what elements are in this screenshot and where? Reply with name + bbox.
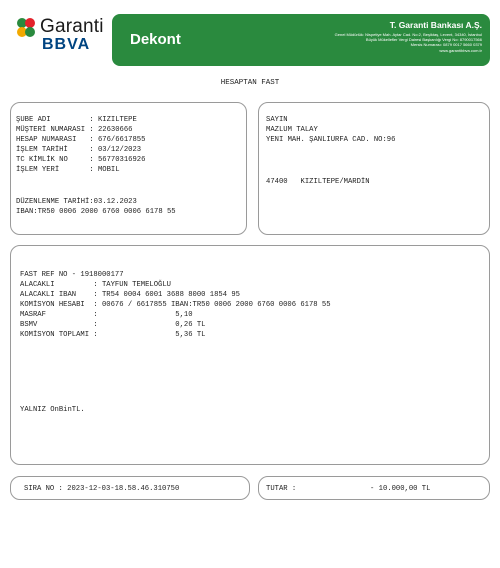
sequence-number: SIRA NO : 2023-12-03-18.58.46.310750: [24, 485, 180, 493]
address-line: www.garantibbva.com.tr: [439, 47, 482, 53]
amount-label: TUTAR :: [266, 485, 297, 493]
address-line: Büyük Mükellefler Vergi Dairesi Başkanlığı Vergi No: 8790017566: [365, 37, 482, 43]
recipient-box: [258, 102, 490, 235]
address-line: Mersis Numarası: 0879 0017 5660 0379: [410, 42, 482, 48]
detail-line: ALACAKLI IBAN : TR54 0004 6001 3688 8000 1854 95: [20, 291, 240, 299]
account-field: İŞLEM TARİHİ : 03/12/2023: [16, 146, 142, 154]
issue-date: DÜZENLENME TARİHİ:03.12.2023: [16, 198, 137, 206]
garanti-bbva-logo: [14, 14, 104, 56]
fast-ref: FAST REF NO - 1918000177: [20, 271, 124, 279]
customer-name: MAZLUM TALAY: [266, 126, 318, 134]
detail-line: ALACAKLI : TAYFUN TEMELOĞLU: [20, 281, 171, 289]
account-field: ŞUBE ADI : KIZILTEPE: [16, 116, 137, 124]
account-field: TC KİMLİK NO : 56770316926: [16, 156, 146, 164]
customer-city: 47400 KIZILTEPE/MARDİN: [266, 178, 370, 186]
header-banner: [112, 14, 490, 66]
customer-address: YENI MAH. ŞANLIURFA CAD. NO:96: [266, 136, 396, 144]
detail-line: MASRAF : 5,10: [20, 311, 193, 319]
brand-sub: BBVA: [42, 36, 91, 53]
detail-line: KOMİSYON HESABI : 00676 / 6617855 IBAN:TR50 0006 2000 6760 0006 6178 55: [20, 301, 331, 309]
amount-in-words: YALNIZ OnBinTL.: [20, 406, 85, 414]
document-type: Dekont: [130, 31, 181, 48]
amount-value: - 10.000,00 TL: [370, 485, 431, 493]
account-field: MÜŞTERİ NUMARASI : 22630666: [16, 126, 133, 134]
bank-address: [262, 32, 482, 53]
clover-logo-icon: [14, 16, 38, 40]
salutation: SAYIN: [266, 116, 288, 124]
address-line: Genel Müdürlük: Nispetiye Mah. Aytar Cad. No:2, Beşiktaş, Levent, 34340, İstanbul: [334, 32, 482, 37]
bank-name: T. Garanti Bankası A.Ş.: [389, 20, 482, 30]
account-field: İŞLEM YERİ : MOBIL: [16, 166, 120, 174]
account-iban: IBAN:TR50 0006 2000 6760 0006 6178 55: [16, 208, 176, 216]
page-title: HESAPTAN FAST: [220, 79, 280, 87]
detail-line: KOMİSYON TOPLAMI : 5,36 TL: [20, 331, 206, 339]
brand-name: Garanti: [40, 16, 104, 37]
detail-line: BSMV : 0,26 TL: [20, 321, 206, 329]
account-field: HESAP NUMARASI : 676/6617855: [16, 136, 146, 144]
